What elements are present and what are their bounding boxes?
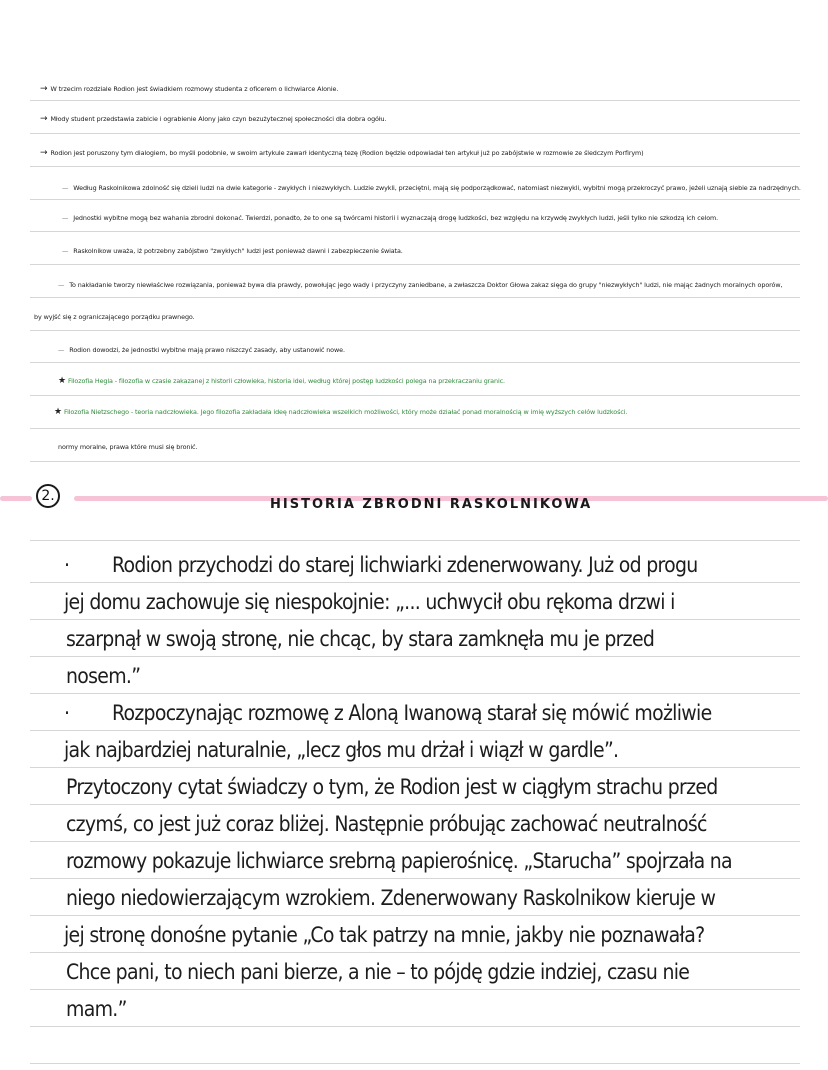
dash-icon: —: [58, 281, 65, 289]
note-line: ★ Filozofia Nietzschego - teoria nadczłowieka. Jego filozofia zakładała ideę nadczłowieka wszelkich możliwości, który może działać ponad moralnością w imię wyższych celów ludzkości.: [54, 407, 628, 417]
paragraph-line: · Rozpoczynając rozmowę z Aloną Iwanową starał się mówić możliwie: [64, 701, 712, 725]
note-line: — Raskolnikow uważa, iż potrzebny zabójstwo "zwykłych" ludzi jest ponieważ dawni i zabezpieczenie świata.: [62, 247, 403, 255]
note-line: — Jednostki wybitne mogą bez wahania zbrodni dokonać. Twierdzi, ponadto, że to one są twórcami historii i wyznaczają drogę ludzkości, bez względu na krzywdę zwykłych ludzi, jeśli tylko nie szkodzą ich celom.: [62, 214, 719, 222]
ruled-line: [30, 619, 800, 620]
paragraph-line: Chce pani, to niech pani bierze, a nie – to pójdę gdzie indziej, czasu nie: [66, 960, 690, 984]
note-line: → W trzecim rozdziale Rodion jest świadkiem rozmowy studenta z oficerem o lichwiarce Alonie.: [40, 84, 339, 94]
ruled-line: [30, 395, 800, 396]
paragraph-line: jej domu zachowuje się niespokojnie: „... uchwycił obu rękoma drzwi i: [64, 590, 675, 614]
ruled-line: [30, 428, 800, 429]
star-icon: ★: [54, 407, 62, 417]
ruled-line: [30, 199, 800, 200]
ruled-line: [30, 989, 800, 990]
note-line: — Według Raskolnikowa zdolność się dzieli ludzi na dwie kategorie - zwykłych i niezwykłych. Ludzie zwykli, przeciętni, mają się podporządkować, natomiast niezwykli, wybitni mogą przekroczyć prawo, jeżeli uznają siebie za nadrzędnych.: [62, 184, 801, 192]
dash-icon: —: [62, 214, 69, 222]
arrow-icon: →: [40, 148, 48, 158]
paragraph-line: niego niedowierzającym wzrokiem. Zdenerwowany Raskolnikow kieruje w: [66, 886, 716, 910]
ruled-line: [30, 878, 800, 879]
section-number: 2.: [36, 484, 60, 508]
note-line: — To nakładanie tworzy niewłaściwe rozwiązania, ponieważ bywa dla prawdy, powołując jego wady i przyczyny zaniedbane, a zwłaszcza Doktor Głowa zakaz sięga do grupy "niezwykłych" ludzi, nie mając żadnych moralnych oporów,: [58, 281, 783, 289]
ruled-line: [30, 656, 800, 657]
note-line: → Młody student przedstawia zabicie i ograbienie Alony jako czyn bezużytecznej społeczności dla dobra ogółu.: [40, 114, 387, 124]
ruled-line: [30, 582, 800, 583]
bullet-icon: ·: [64, 553, 70, 577]
ruled-line: [30, 133, 800, 134]
ruled-line: [30, 915, 800, 916]
paragraph-line: jej stronę donośne pytanie „Co tak patrzy na mnie, jakby nie poznawała?: [64, 923, 705, 947]
star-icon: ★: [58, 376, 66, 386]
ruled-line: [30, 100, 800, 101]
ruled-line: [30, 362, 800, 363]
paragraph-line: jak najbardziej naturalnie, „lecz głos mu drżał i wiązł w gardle”.: [64, 738, 619, 762]
note-line: ★ Filozofia Hegla - filozofia w czasie zakazanej z historii człowieka, historia idei, według której postęp ludzkości polega na przekraczaniu granic.: [58, 376, 505, 386]
ruled-line: [30, 1026, 800, 1027]
section-title: HISTORIA ZBRODNI RASKOLNIKOWA: [270, 497, 593, 512]
paragraph-line: mam.”: [66, 997, 127, 1021]
note-line: → Rodion jest poruszony tym dialogiem, bo myśli podobnie, w swoim artykule zawarł identyczną tezę (Rodion będzie odpowiadał ten artykuł już po zabójstwie w rozmowie ze śledczym Porfirym): [40, 148, 644, 158]
dash-icon: —: [62, 184, 69, 192]
arrow-icon: →: [40, 114, 48, 124]
bullet-icon: ·: [64, 701, 70, 725]
ruled-line: [30, 264, 800, 265]
note-line: — Rodion dowodzi, że jednostki wybitne mają prawo niszczyć zasady, aby ustanowić nowe.: [58, 346, 345, 354]
ruled-line: [30, 297, 800, 298]
ruled-line: [30, 804, 800, 805]
ruled-line: [30, 952, 800, 953]
note-line: by wyjść się z ograniczającego porządku prawnego.: [34, 313, 195, 321]
ruled-line: [30, 1063, 800, 1064]
ruled-line: [30, 693, 800, 694]
paragraph-line: czymś, co jest już coraz bliżej. Następnie próbując zachować neutralność: [66, 812, 707, 836]
dash-icon: —: [62, 247, 69, 255]
ruled-line: [30, 231, 800, 232]
paragraph-line: nosem.”: [66, 664, 141, 688]
arrow-icon: →: [40, 84, 48, 94]
ruled-line: [30, 767, 800, 768]
ruled-line: [30, 540, 800, 541]
section-divider-left: [0, 496, 32, 501]
ruled-line: [30, 166, 800, 167]
note-line: normy moralne, prawa które musi się bronić.: [58, 443, 198, 451]
ruled-line: [30, 461, 800, 462]
paragraph-line: Przytoczony cytat świadczy o tym, że Rodion jest w ciągłym strachu przed: [66, 775, 718, 799]
paragraph-line: rozmowy pokazuje lichwiarce srebrną papierośnicę. „Starucha” spojrzała na: [66, 849, 732, 873]
dash-icon: —: [58, 346, 65, 354]
ruled-line: [30, 730, 800, 731]
ruled-line: [30, 841, 800, 842]
ruled-line: [30, 330, 800, 331]
paragraph-line: · Rodion przychodzi do starej lichwiarki zdenerwowany. Już od progu: [64, 553, 698, 577]
paragraph-line: szarpnął w swoją stronę, nie chcąc, by stara zamknęła mu je przed: [66, 627, 655, 651]
